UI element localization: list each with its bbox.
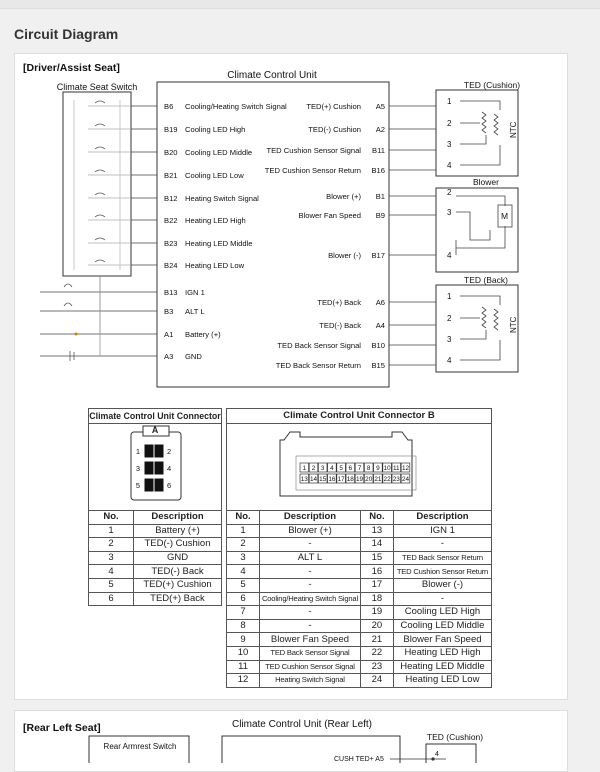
connector-b-title: Climate Control Unit Connector B <box>226 408 492 424</box>
table-row <box>227 674 492 688</box>
pin-number-cell: 17 <box>360 578 393 592</box>
ccu-pin-code: B24 <box>164 261 178 270</box>
switch-contact-icon <box>95 170 105 172</box>
ntc-sensor-icon <box>494 114 498 135</box>
pin-description-cell: Heating LED Low <box>393 674 491 688</box>
ntc-label: NTC <box>509 316 518 333</box>
component-pin-number: 4 <box>447 251 452 260</box>
ccu-pin-name: Heating LED High <box>185 216 246 225</box>
rear-ted-pin: 4 <box>435 751 439 758</box>
pin-number-cell: 3 <box>89 551 134 565</box>
pin-description-cell: TED Back Sensor Return <box>393 551 491 565</box>
component-wire <box>460 101 500 165</box>
pin-description-cell: - <box>260 538 361 552</box>
col-no: No. <box>360 511 393 525</box>
connector-b-pin-number: 2 <box>311 465 316 473</box>
pin-number-cell: 20 <box>360 619 393 633</box>
connector-b-pin-number: 3 <box>320 465 325 473</box>
table-row <box>227 538 492 552</box>
ccu-pin-code: B16 <box>371 166 385 175</box>
connector-a-pin-number: 5 <box>135 481 140 490</box>
component-pin-number: 2 <box>447 188 452 197</box>
ccu-pin-code: B11 <box>372 146 385 155</box>
pin-description-cell: TED Cushion Sensor Return <box>393 565 491 579</box>
pin-number-cell: 24 <box>360 674 393 688</box>
col-description: Description <box>393 511 491 525</box>
ntc-sensor-icon <box>494 309 498 330</box>
ccu-pin-name: Cooling LED Low <box>185 171 244 180</box>
pin-number-cell: 10 <box>227 646 260 660</box>
pin-description-cell: - <box>260 619 361 633</box>
pin-number-cell: 1 <box>89 524 134 538</box>
table-row <box>227 646 492 660</box>
pin-description-cell: - <box>260 578 361 592</box>
component-pin-number: 3 <box>447 140 452 149</box>
page-title: Circuit Diagram <box>14 26 119 42</box>
pin-description-cell: TED Back Sensor Signal <box>260 646 361 660</box>
component-pin-number: 1 <box>447 292 452 301</box>
table-row <box>89 565 222 579</box>
connector-b-pin-number: 21 <box>374 476 382 484</box>
pin-description-cell: Cooling/Heating Switch Signal <box>260 592 361 606</box>
pin-number-cell: 19 <box>360 606 393 620</box>
connector-a-pin-number: 3 <box>135 464 140 473</box>
connector-b-pin-number: 14 <box>309 476 318 484</box>
ccu-pin-name: Cooling/Heating Switch Signal <box>185 102 287 111</box>
connector-b-pin-number: 20 <box>365 476 373 484</box>
table-row <box>227 524 492 538</box>
connector-a-pin-number: 6 <box>167 481 172 490</box>
ccu-pin-code: B17 <box>371 251 385 260</box>
connector-b-pin-number: 16 <box>328 476 336 484</box>
ccu-pin-code: B9 <box>375 211 385 220</box>
ccu-pin-code: B3 <box>164 307 174 316</box>
pin-description-cell: Blower (-) <box>393 578 491 592</box>
connector-b-pin-number: 24 <box>401 476 410 484</box>
switch-contact-icon <box>95 124 105 126</box>
ccu-pin-code: B6 <box>164 102 174 111</box>
col-no: No. <box>89 511 134 525</box>
pin-number-cell: 2 <box>227 538 260 552</box>
component-pin-number: 3 <box>447 208 452 217</box>
table-row <box>227 633 492 647</box>
connector-b-pin-number: 6 <box>348 465 353 473</box>
ccu-pin-name: Heating Switch Signal <box>185 194 259 203</box>
pin-number-cell: 7 <box>227 606 260 620</box>
switch-contact-icon <box>95 101 105 103</box>
connector-b-pin-number: 4 <box>330 465 334 473</box>
ccu-pin-code: A5 <box>375 102 385 111</box>
pin-description-cell: Battery (+) <box>134 524 222 538</box>
connector-b-pin-number: 8 <box>366 465 371 473</box>
table-row <box>89 538 222 552</box>
ccu-pin-code: A1 <box>164 330 174 339</box>
pin-description-cell: TED Cushion Sensor Signal <box>260 660 361 674</box>
ccu-pin-name: ALT L <box>185 307 205 316</box>
connector-b-pin-number: 10 <box>383 465 391 473</box>
pin-number-cell: 23 <box>360 660 393 674</box>
pin-description-cell: Blower Fan Speed <box>393 633 491 647</box>
connector-b-frame <box>226 422 492 511</box>
motor-label: M <box>501 211 509 221</box>
component-pin-number: 1 <box>447 97 452 106</box>
pin-description-cell: TED(-) Back <box>134 565 222 579</box>
switch-contact-icon <box>95 147 105 149</box>
ccu-pin-code: B19 <box>164 125 178 134</box>
connector-b-pin-number: 9 <box>376 465 380 473</box>
climate-seat-switch-label: Climate Seat Switch <box>56 82 138 92</box>
ntc-label: NTC <box>509 121 518 138</box>
table-row <box>227 606 492 620</box>
ccu-pin-name: IGN 1 <box>185 288 205 297</box>
connector-b-pin-number: 17 <box>337 476 345 484</box>
connector-a-pin-number: 1 <box>135 447 140 456</box>
component-pin-number: 2 <box>447 314 452 323</box>
switch-contact-icon <box>95 238 105 240</box>
ccu-pin-name: Heating LED Middle <box>185 239 253 248</box>
rear-pin-label: CUSH TED+ A5 <box>334 756 384 763</box>
connector-b-pin-number: 19 <box>355 476 364 484</box>
ted-cushion-title: TED (Cushion) <box>463 80 521 90</box>
table-row <box>89 578 222 592</box>
ccu-pin-name: TED(+) Back <box>317 298 361 307</box>
connector-b-table <box>226 510 492 688</box>
pin-number-cell: 4 <box>89 565 134 579</box>
connector-b-pin-number: 22 <box>383 476 391 484</box>
fuse-icon <box>64 303 72 306</box>
ccu-pin-code: A3 <box>164 352 174 361</box>
pin-number-cell: 3 <box>227 551 260 565</box>
connector-a-title: Climate Control Unit Connector A <box>88 408 222 424</box>
pin-description-cell: Cooling LED Middle <box>393 619 491 633</box>
ccu-pin-code: B20 <box>164 148 178 157</box>
table-row <box>227 578 492 592</box>
table-row <box>89 551 222 565</box>
switch-contact-icon <box>95 193 105 195</box>
pin-description-cell: Heating LED High <box>393 646 491 660</box>
pin-description-cell: GND <box>134 551 222 565</box>
pin-number-cell: 18 <box>360 592 393 606</box>
pin-number-cell: 2 <box>89 538 134 552</box>
ccu-pin-code: A6 <box>375 298 385 307</box>
pin-number-cell: 22 <box>360 646 393 660</box>
table-row <box>227 660 492 674</box>
ccu-pin-code: B1 <box>375 192 385 201</box>
ccu-pin-name: TED(-) Back <box>319 321 361 330</box>
ccu-pin-code: B22 <box>164 216 178 225</box>
col-no: No. <box>227 511 260 525</box>
pin-description-cell: - <box>393 592 491 606</box>
table-row <box>227 619 492 633</box>
connector-a-frame <box>88 422 222 511</box>
rear-junction <box>431 757 434 760</box>
table-row <box>227 551 492 565</box>
ccu-pin-code: B13 <box>164 288 178 297</box>
pin-description-cell: TED(+) Back <box>134 592 222 606</box>
connector-b-pin-number: 11 <box>392 465 400 473</box>
blower-title: Blower <box>473 177 499 187</box>
pin-number-cell: 16 <box>360 565 393 579</box>
rear-armrest-switch-label: Rear Armrest Switch <box>103 742 177 751</box>
pin-number-cell: 13 <box>360 524 393 538</box>
connector-b-pin-number: 7 <box>357 465 362 473</box>
ccu-pin-name: Battery (+) <box>185 330 221 339</box>
connector-b-pin-number: 1 <box>302 465 307 473</box>
connector-b-pin-number: 18 <box>346 476 354 484</box>
heater-element-icon <box>482 112 486 133</box>
ccu-pin-name: Blower Fan Speed <box>298 211 361 220</box>
ccu-pin-code: A4 <box>375 321 385 330</box>
pin-description-cell: Heating LED Middle <box>393 660 491 674</box>
pin-number-cell: 14 <box>360 538 393 552</box>
pin-description-cell: - <box>260 606 361 620</box>
ccu-pin-code: B21 <box>164 171 178 180</box>
heater-element-icon <box>482 307 486 328</box>
ccu-pin-name: TED Back Sensor Return <box>275 361 361 370</box>
pin-description-cell: - <box>393 538 491 552</box>
pin-number-cell: 5 <box>89 578 134 592</box>
ccu-pin-code: A2 <box>375 125 385 134</box>
ccu-pin-name: Cooling LED High <box>185 125 246 134</box>
ccu-pin-name: TED(+) Cushion <box>306 102 361 111</box>
connector-b-pin-number: 12 <box>401 465 410 473</box>
table-row <box>89 524 222 538</box>
pin-number-cell: 21 <box>360 633 393 647</box>
fuse-icon <box>64 284 72 287</box>
connector-b-pin-number: 15 <box>319 476 327 484</box>
connector-a-pin-number: 4 <box>167 464 172 473</box>
col-description: Description <box>134 511 222 525</box>
switch-contact-icon <box>95 260 105 262</box>
pin-number-cell: 8 <box>227 619 260 633</box>
connector-b-pin-number: 23 <box>392 476 400 484</box>
battery-node-icon <box>75 333 78 336</box>
pin-number-cell: 6 <box>227 592 260 606</box>
connector-a-pin-number: 2 <box>167 447 172 456</box>
pin-description-cell: Cooling LED High <box>393 606 491 620</box>
component-wire <box>460 296 500 360</box>
pin-description-cell: Heating Switch Signal <box>260 674 361 688</box>
ccu-pin-code: B10 <box>371 341 385 350</box>
climate-seat-switch-box <box>63 92 131 276</box>
pin-number-cell: 15 <box>360 551 393 565</box>
component-pin-number: 4 <box>447 161 452 170</box>
ccu-pin-name: Cooling LED Middle <box>185 148 253 157</box>
rear-ted-title: TED (Cushion) <box>426 732 484 742</box>
pin-description-cell: IGN 1 <box>393 524 491 538</box>
connector-b-pin-number: 13 <box>300 476 308 484</box>
section-label-driver: [Driver/Assist Seat] <box>23 62 120 74</box>
ccu-pin-name: GND <box>185 352 202 361</box>
connector-a-table <box>88 510 222 606</box>
ccu-pin-code: B23 <box>164 239 178 248</box>
pin-number-cell: 9 <box>227 633 260 647</box>
ccu-pin-name: Heating LED Low <box>185 261 245 270</box>
rear-ccu-label: Climate Control Unit (Rear Left) <box>231 719 373 730</box>
pin-description-cell: TED(-) Cushion <box>134 538 222 552</box>
pin-description-cell: TED(+) Cushion <box>134 578 222 592</box>
pin-number-cell: 6 <box>89 592 134 606</box>
col-description: Description <box>260 511 361 525</box>
pin-number-cell: 4 <box>227 565 260 579</box>
table-row <box>227 565 492 579</box>
component-pin-number: 2 <box>447 119 452 128</box>
pin-number-cell: 5 <box>227 578 260 592</box>
pin-number-cell: 12 <box>227 674 260 688</box>
ccu-pin-name: TED(-) Cushion <box>308 125 361 134</box>
component-pin-number: 4 <box>447 356 452 365</box>
pin-description-cell: Blower Fan Speed <box>260 633 361 647</box>
table-row <box>227 592 492 606</box>
ccu-pin-name: TED Cushion Sensor Signal <box>266 146 361 155</box>
ccu-pin-code: B15 <box>371 361 385 370</box>
pin-description-cell: Blower (+) <box>260 524 361 538</box>
ccu-pin-name: TED Back Sensor Signal <box>277 341 361 350</box>
pin-description-cell: - <box>260 565 361 579</box>
pin-number-cell: 1 <box>227 524 260 538</box>
ted-back-title: TED (Back) <box>464 275 508 285</box>
component-pin-number: 3 <box>447 335 452 344</box>
ccu-pin-name: TED Cushion Sensor Return <box>264 166 361 175</box>
connector-b-pin-number: 5 <box>339 465 343 473</box>
pin-number-cell: 11 <box>227 660 260 674</box>
ccu-label: Climate Control Unit <box>227 70 317 81</box>
section-label-rear: [Rear Left Seat] <box>23 722 101 734</box>
pin-description-cell: ALT L <box>260 551 361 565</box>
ccu-pin-code: B12 <box>164 194 178 203</box>
table-row <box>89 592 222 606</box>
ccu-pin-name: Blower (+) <box>326 192 361 201</box>
switch-contact-icon <box>95 215 105 217</box>
ccu-pin-name: Blower (-) <box>328 251 361 260</box>
